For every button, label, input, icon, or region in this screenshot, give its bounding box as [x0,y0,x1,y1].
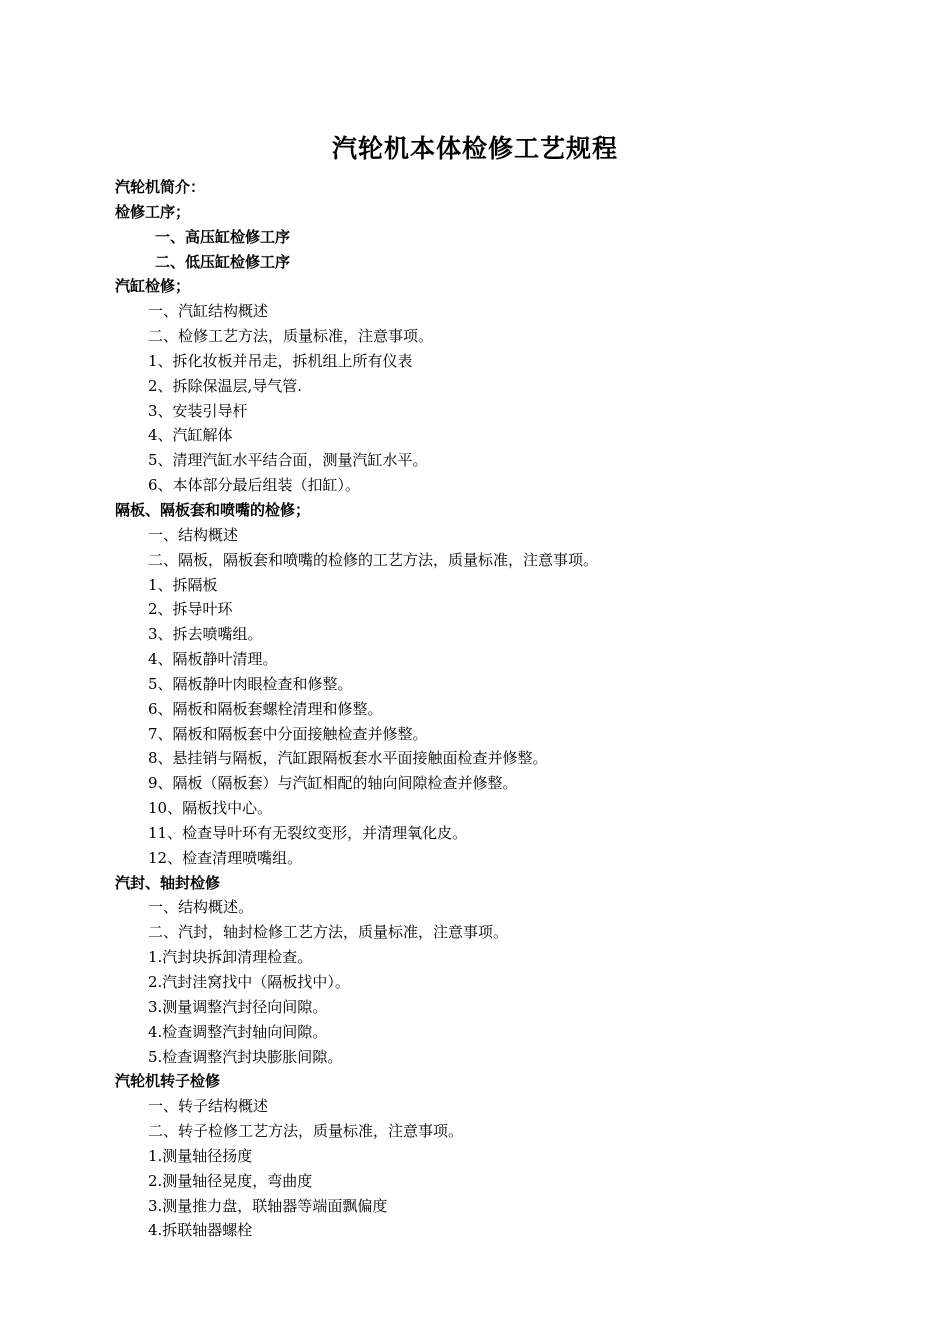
list-item: 4、汽缸解体 [148,426,233,445]
list-item: 3、安装引导杆 [148,401,248,420]
list-item: 7、隔板和隔板套中分面接触检查并修整。 [148,724,428,743]
list-item: 3、拆去喷嘴组。 [148,625,263,644]
section-heading: 汽轮机简介： [115,178,206,196]
list-item: 1.汽封块拆卸清理检查。 [148,948,313,967]
list-item: 10、隔板找中心。 [148,799,273,818]
list-item: 二、检修工艺方法，质量标准，注意事项。 [148,327,434,346]
list-item: 二、隔板，隔板套和喷嘴的检修的工艺方法，质量标准，注意事项。 [148,550,599,569]
procedure-item: 二、低压缸检修工序 [155,252,291,271]
list-item: 二、汽封，轴封检修工艺方法，质量标准，注意事项。 [148,923,509,942]
section-heading: 汽轮机转子检修 [115,1072,221,1091]
list-item: 3.测量调整汽封径向间隙。 [148,997,328,1016]
list-item: 1.测量轴径扬度 [148,1146,253,1165]
list-item: 二、转子检修工艺方法，质量标准，注意事项。 [148,1122,464,1141]
section-heading: 汽封、轴封检修 [115,873,221,892]
section-heading: 隔板、隔板套和喷嘴的检修； [115,500,311,519]
document-body [115,175,875,1243]
list-item: 9、隔板（隔板套）与汽缸相配的轴向间隙检查并修整。 [148,774,518,793]
list-item: 一、结构概述 [148,525,239,544]
list-item: 一、转子结构概述 [148,1097,269,1116]
list-item: 1、拆化妆板并吊走，拆机组上所有仪表 [148,351,413,370]
list-item: 一、汽缸结构概述 [148,302,269,321]
list-item: 3.测量推力盘，联轴器等端面飘偏度 [148,1196,388,1215]
list-item: 5、隔板静叶肉眼检查和修整。 [148,674,353,693]
section-heading: 检修工序； [115,202,191,221]
list-item: 8、悬挂销与隔板，汽缸跟隔板套水平面接触面检查并修整。 [148,749,548,768]
list-item: 4.检查调整汽封轴向间隙。 [148,1022,328,1041]
section-heading: 汽缸检修； [115,277,191,296]
document-title: 汽轮机本体检修工艺规程 [331,134,618,163]
procedure-item: 一、高压缸检修工序 [155,227,291,246]
list-item: 11、检查导叶环有无裂纹变形，并清理氧化皮。 [148,823,468,842]
list-item: 2、拆导叶环 [148,600,233,619]
list-item: 2.汽封洼窝找中（隔板找中）。 [148,973,350,991]
list-item: 12、检查清理喷嘴组。 [148,848,303,867]
list-item: 6、隔板和隔板套螺栓清理和修整。 [148,699,383,718]
list-item: 6、本体部分最后组装（扣缸）。 [148,476,361,495]
list-item: 4.拆联轴器螺栓 [148,1221,253,1240]
list-item: 一、结构概述。 [148,898,254,917]
list-item: 1、拆隔板 [148,575,218,594]
list-item: 5、清理汽缸水平结合面，测量汽缸水平。 [148,451,428,470]
list-item: 4、隔板静叶清理。 [148,650,278,669]
list-item: 2、拆除保温层,导气管. [148,376,303,395]
list-item: 5.检查调整汽封块膨胀间隙。 [148,1047,343,1066]
list-item: 2.测量轴径晃度，弯曲度 [148,1171,313,1190]
